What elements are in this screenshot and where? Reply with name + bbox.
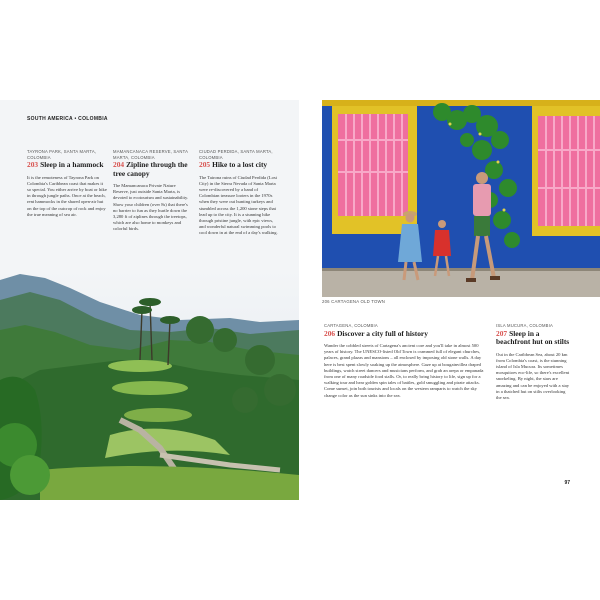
entry-title: Sleep in a beachfront hut on stilts [496,328,570,346]
entry-207 [496,323,572,401]
cartagena-photo [322,100,600,297]
entry-heading [27,161,107,170]
entry-body: The Tairona ruins of Ciudad Perdida (Lost City) in the Sierra Nevada of Santa Marta were re-discovered by a band of Colombian treasure looters in the 1970s when they were out hunting turkeys and stumbled across the 1,200 stone steps that lead up to the city. It is a stunning hike through pristine jungle, with epic views, and wonderful natural swimming pools to cool down in at the end of a day's walking. [199,174,278,236]
entry-heading [113,161,191,178]
entry-204 [113,149,191,233]
right-page [322,100,600,500]
entry-number: 203 [27,160,39,169]
entry-body: It is the remoteness of Tayrona Park on Colombia's Caribbean coast that makes it so special. You either arrive by boat or hike in through jungle paths. Once at the beach, rent hammocks in the shared open-air hut on the top of the outcrop of rock and enjoy the true meaning of sea air. [27,174,107,217]
entry-number: 206 [324,328,336,338]
page-number: 97 [564,480,570,486]
entry-number: 204 [113,160,125,169]
entry-number: 205 [199,160,211,169]
entry-body: Wander the cobbled streets of Cartagena's ancient core and you'll take in almost 500 years of history. The UNESCO-listed Old Town is crammed full of elegant churches, palaces, grand plazas and mansions – all enclosed by imposing old stone walls. A day here is best spent slowly soaking up the atmosphere. Gaze up at bougainvillea draped buildings, watch street dancers and musicians perform, and grab an arepa or empanada from one of many roadside food stalls. Or, to really bring history to life, sign up for a walking tour and hear golden spin tales of battles, gold smuggling and pirate attacks. Come sunset, join both tourists and locals on the western ramparts to watch the sky change color as the sun sinks into the sea. [324,343,484,398]
entry-heading [199,161,279,170]
entry-body: Out in the Caribbean Sea, about 20 km from Colombia's coast, is the stunning island of Isla Mucura. Its sometimes mosquitoes eco-life, so there's excellent snorkeling. By night, the stars are amazing and can be enjoyed with a stay in a thatched hut on stilts overlooking the sea. [496,351,570,400]
photo-caption: 206 CARTAGENA OLD TOWN [322,299,386,304]
entry-location: TAYRONA PARK, SANTA MARTA, COLOMBIA [27,149,97,160]
entry-body: The Mamancanaca Private Nature Reserve, just outside Santa Marta, is devoted to ecotourism and sustainability. Show your children (over 8s) that there's no barrier to fun as they hurtle down the 3,280 ft of ziplines through the treetops, which are also home to monkeys and colorful birds. [113,183,189,232]
entry-location: ISLA MUCURA, COLOMBIA [496,323,554,328]
entry-title: Sleep in a hammock [40,160,104,169]
entry-location: CIUDAD PERDIDA, SANTA MARTA, COLOMBIA [199,149,273,160]
entry-203 [27,149,107,218]
left-page [0,100,299,500]
entry-206 [324,323,486,399]
entry-title: Hike to a lost city [212,160,268,169]
entry-heading [324,330,486,339]
entry-205 [199,149,279,237]
entry-number: 207 [496,328,508,338]
entry-location: CARTAGENA, COLOMBIA [324,323,378,328]
entry-heading [496,330,572,347]
ciudad-perdida-photo [0,270,299,500]
entry-title: Discover a city full of history [337,328,428,338]
entry-title: Zipline through the tree canopy [113,160,188,178]
section-label: SOUTH AMERICA • COLOMBIA [27,116,108,122]
entry-location: MAMANCANACA RESERVE, SANTA MARTA, COLOMBIA [113,149,188,160]
